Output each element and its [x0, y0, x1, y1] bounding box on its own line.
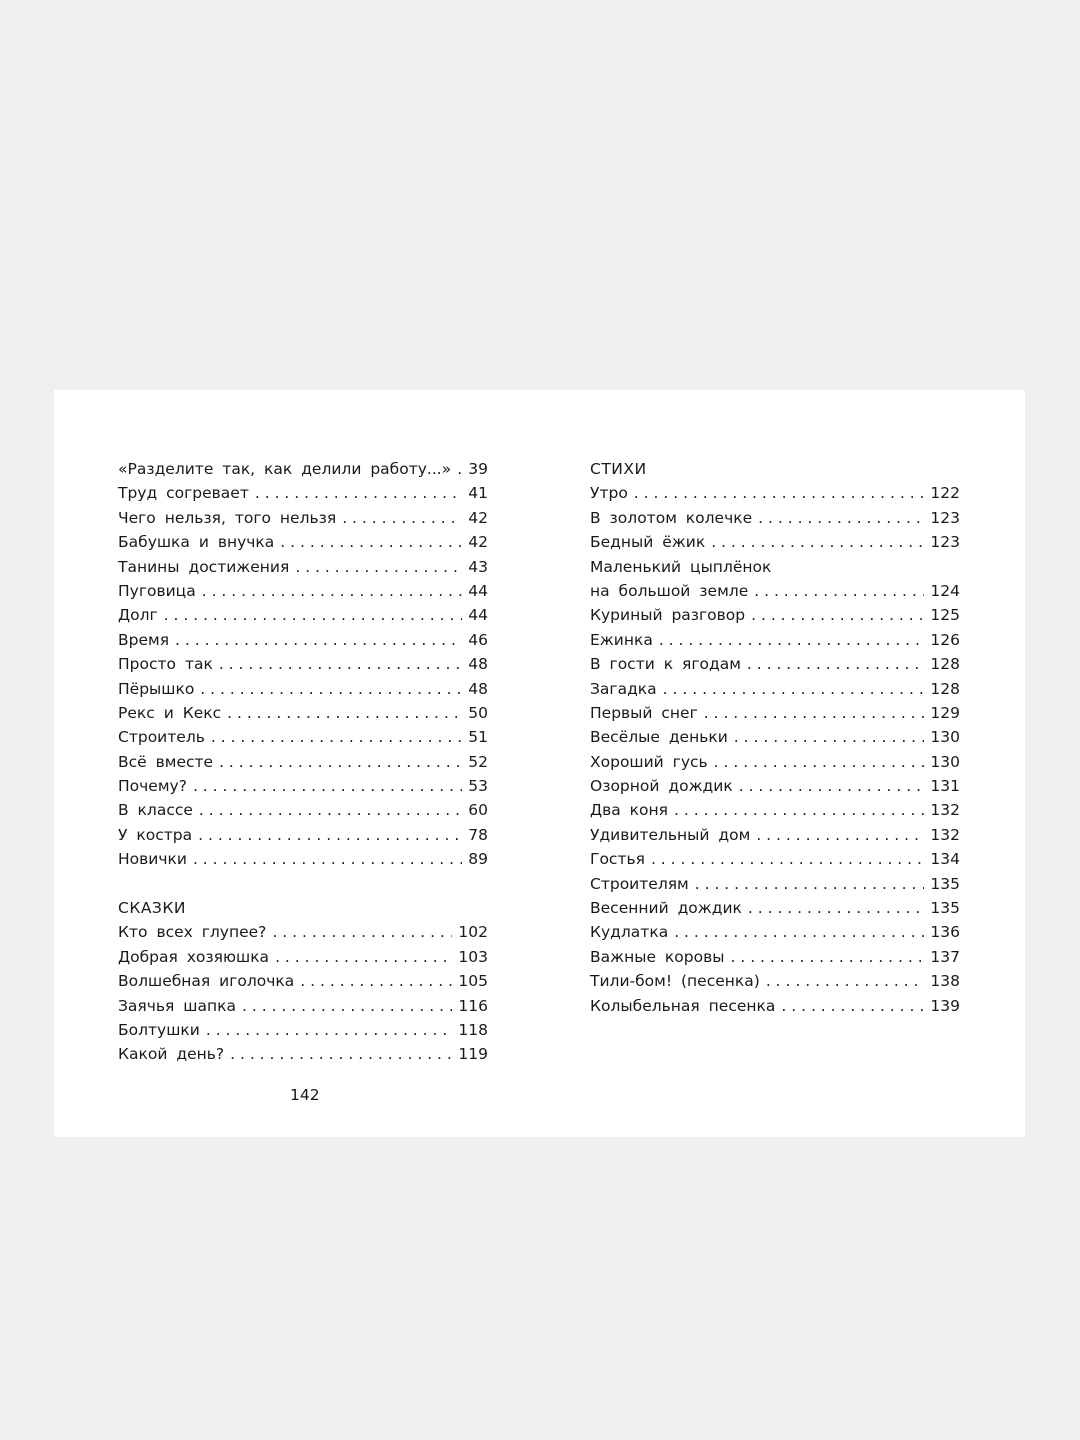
- toc-entry-title: Загадка: [590, 679, 657, 698]
- toc-dot-leader: [756, 823, 924, 847]
- toc-entry-page: 130: [930, 728, 960, 747]
- toc-entry: [590, 750, 960, 774]
- toc-entry: [118, 1018, 488, 1042]
- toc-dot-leader: [193, 774, 462, 798]
- toc-entry-title: на большой земле: [590, 581, 749, 600]
- toc-entry: [118, 945, 488, 969]
- toc-entry-page: 46: [468, 630, 488, 649]
- toc-entry: [118, 725, 488, 749]
- toc-dot-leader: [275, 945, 452, 969]
- toc-dot-leader: [739, 774, 925, 798]
- toc-dot-leader: [747, 652, 925, 676]
- toc-entry: [118, 579, 488, 603]
- toc-entry: [590, 530, 960, 554]
- toc-entry-title: Волшебная иголочка: [118, 972, 295, 991]
- toc-entry-title: Чего нельзя, того нельзя: [118, 508, 337, 527]
- toc-entry-title: Озорной дождик: [590, 777, 733, 796]
- toc-entry-page: 52: [468, 752, 488, 771]
- toc-entry-title: Бабушка и внучка: [118, 533, 275, 552]
- toc-entry-title: Важные коровы: [590, 947, 725, 966]
- toc-entry: [590, 896, 960, 920]
- toc-entry: [118, 1042, 488, 1066]
- toc-entry: [118, 823, 488, 847]
- toc-entry-title: Просто так: [118, 655, 213, 674]
- toc-dot-leader: [634, 481, 925, 505]
- toc-entry-page: 139: [930, 996, 960, 1015]
- toc-dot-leader: [704, 701, 925, 725]
- toc-entry-page: 136: [930, 923, 960, 942]
- toc-entry-page: 116: [458, 996, 488, 1015]
- toc-entry: [590, 506, 960, 530]
- toc-dot-leader: [659, 628, 925, 652]
- toc-entry-page: 48: [468, 679, 488, 698]
- toc-entry-title: У костра: [118, 825, 193, 844]
- toc-dot-leader: [255, 481, 462, 505]
- toc-entry-title: Утро: [590, 484, 628, 503]
- toc-entry-page: 135: [930, 899, 960, 918]
- toc-entry: [118, 920, 488, 944]
- toc-entry-page: 126: [930, 630, 960, 649]
- toc-entry-title: Два коня: [590, 801, 668, 820]
- toc-entry-title: Какой день?: [118, 1045, 225, 1064]
- toc-dot-leader: [211, 725, 462, 749]
- toc-entry-title: Долг: [118, 606, 158, 625]
- toc-entry-page: 130: [930, 752, 960, 771]
- toc-entry-page: 123: [930, 508, 960, 527]
- toc-entry: [590, 798, 960, 822]
- toc-dot-leader: [175, 628, 462, 652]
- toc-dot-leader: [280, 530, 462, 554]
- toc-entry-title: Пёрышко: [118, 679, 195, 698]
- toc-entry: [118, 628, 488, 652]
- toc-entry-page: 51: [468, 728, 488, 747]
- toc-dot-leader: [200, 677, 462, 701]
- toc-entry-page: 123: [930, 533, 960, 552]
- toc-entry-title: Тили-бом! (песенка): [590, 972, 760, 991]
- toc-entry-title: Время: [118, 630, 170, 649]
- toc-dot-leader: [164, 603, 463, 627]
- toc-entry-multiline-second: [590, 579, 960, 603]
- toc-list-right-a: [590, 481, 960, 554]
- toc-dot-leader: [663, 677, 925, 701]
- toc-entry-page: 129: [930, 703, 960, 722]
- toc-entry: [590, 969, 960, 993]
- toc-entry: [590, 652, 960, 676]
- toc-entry-title: Маленький цыплёнок: [590, 557, 772, 576]
- section-heading-stihi: СТИХИ: [590, 460, 647, 478]
- toc-entry-page: 42: [468, 533, 488, 552]
- toc-entry-title: Добрая хозяюшка: [118, 947, 270, 966]
- toc-entry-title: Кто всех глупее?: [118, 923, 267, 942]
- toc-entry: [590, 603, 960, 627]
- toc-entry-page: 105: [458, 972, 488, 991]
- toc-dot-leader: [227, 701, 462, 725]
- toc-entry-multiline-first: [590, 555, 960, 579]
- toc-entry: [118, 530, 488, 554]
- toc-dot-leader: [202, 579, 463, 603]
- toc-entry-page: 39: [468, 459, 488, 478]
- toc-entry: [118, 652, 488, 676]
- toc-dot-leader: [206, 1018, 453, 1042]
- toc-dot-leader: [695, 872, 925, 896]
- page-number: 142: [290, 1086, 320, 1104]
- toc-entry-page: 132: [930, 801, 960, 820]
- toc-entry-title: Танины достижения: [118, 557, 290, 576]
- toc-dot-leader: [748, 896, 925, 920]
- toc-entry: [590, 994, 960, 1018]
- toc-entry-page: 119: [458, 1045, 488, 1064]
- toc-entry: [590, 847, 960, 871]
- toc-entry: [590, 481, 960, 505]
- toc-entry: [118, 506, 488, 530]
- section-gap: [118, 872, 488, 896]
- toc-entry-title: Гостья: [590, 850, 645, 869]
- toc-dot-leader: [219, 750, 462, 774]
- toc-dot-leader: [754, 579, 924, 603]
- toc-dot-leader: [674, 920, 924, 944]
- toc-entry: [118, 847, 488, 871]
- toc-right-column: [590, 457, 960, 1018]
- toc-entry-title: Всё вместе: [118, 752, 214, 771]
- toc-entry-title: Новички: [118, 850, 187, 869]
- toc-entry: [590, 823, 960, 847]
- toc-entry-page: 78: [468, 825, 488, 844]
- toc-entry: [118, 750, 488, 774]
- toc-entry: [118, 677, 488, 701]
- toc-entry-title: Кудлатка: [590, 923, 669, 942]
- toc-entry-page: 128: [930, 679, 960, 698]
- toc-dot-leader: [734, 725, 925, 749]
- toc-entry-title: Рекс и Кекс: [118, 703, 222, 722]
- toc-entry-page: 43: [468, 557, 488, 576]
- toc-entry-title: В гости к ягодам: [590, 655, 741, 674]
- toc-entry: [590, 872, 960, 896]
- toc-entry-title: В золотом колечке: [590, 508, 753, 527]
- toc-entry-page: 135: [930, 874, 960, 893]
- toc-entry-title: Пуговица: [118, 581, 196, 600]
- toc-left-column: [118, 457, 488, 1067]
- toc-entry: [590, 945, 960, 969]
- toc-entry: [590, 725, 960, 749]
- toc-entry: [118, 969, 488, 993]
- toc-list-right-b: [590, 603, 960, 1018]
- toc-dot-leader: [272, 920, 452, 944]
- toc-entry-page: 132: [930, 825, 960, 844]
- toc-entry-page: 60: [468, 801, 488, 820]
- toc-dot-leader: [198, 823, 462, 847]
- toc-dot-leader: [714, 750, 925, 774]
- toc-entry-title: Почему?: [118, 777, 187, 796]
- toc-entry-title: Удивительный дом: [590, 825, 751, 844]
- toc-dot-leader: [751, 603, 924, 627]
- toc-entry-title: Весёлые деньки: [590, 728, 728, 747]
- toc-entry-page: 124: [930, 581, 960, 600]
- toc-entry-title: Бедный ёжик: [590, 533, 706, 552]
- toc-entry-title: Весенний дождик: [590, 899, 742, 918]
- toc-dot-leader: [295, 555, 462, 579]
- toc-dot-leader: [781, 994, 924, 1018]
- toc-entry-page: 50: [468, 703, 488, 722]
- toc-dot-leader: [711, 530, 924, 554]
- toc-list-left-top: [118, 457, 488, 872]
- toc-list-left-section: [118, 920, 488, 1066]
- toc-entry-page: 134: [930, 850, 960, 869]
- toc-entry: [118, 481, 488, 505]
- toc-entry: [590, 701, 960, 725]
- toc-dot-leader: [230, 1042, 452, 1066]
- toc-entry-page: 44: [468, 581, 488, 600]
- toc-entry-title: Первый снег: [590, 703, 698, 722]
- section-heading-skazki: СКАЗКИ: [118, 899, 186, 918]
- toc-dot-leader: [766, 969, 925, 993]
- toc-entry-page: 122: [930, 484, 960, 503]
- toc-dot-leader: [242, 994, 452, 1018]
- toc-entry-title: Колыбельная песенка: [590, 996, 776, 1015]
- toc-dot-leader: [758, 506, 924, 530]
- toc-entry-page: 41: [468, 484, 488, 503]
- toc-entry: [118, 798, 488, 822]
- toc-entry-title: Строитель: [118, 728, 205, 747]
- toc-entry: [118, 457, 488, 481]
- toc-entry-page: 103: [458, 947, 488, 966]
- toc-entry: [590, 628, 960, 652]
- toc-dot-leader: [199, 798, 462, 822]
- toc-entry: [118, 994, 488, 1018]
- toc-dot-leader: [457, 457, 462, 481]
- toc-entry: [118, 555, 488, 579]
- toc-entry-title: Строителям: [590, 874, 689, 893]
- toc-entry-title: Труд согревает: [118, 484, 249, 503]
- toc-dot-leader: [219, 652, 462, 676]
- toc-entry-page: 89: [468, 850, 488, 869]
- toc-entry-title: Ежинка: [590, 630, 653, 649]
- toc-entry-page: 137: [930, 947, 960, 966]
- toc-dot-leader: [193, 847, 462, 871]
- toc-entry-title: В классе: [118, 801, 193, 820]
- toc-entry: [118, 603, 488, 627]
- toc-entry-page: 44: [468, 606, 488, 625]
- toc-entry-page: 125: [930, 606, 960, 625]
- toc-entry: [590, 774, 960, 798]
- toc-entry-page: 128: [930, 655, 960, 674]
- toc-entry-page: 118: [458, 1020, 488, 1039]
- toc-dot-leader: [651, 847, 924, 871]
- toc-dot-leader: [300, 969, 452, 993]
- toc-entry-title: Болтушки: [118, 1020, 200, 1039]
- toc-entry-title: Куриный разговор: [590, 606, 746, 625]
- toc-entry: [590, 920, 960, 944]
- toc-entry-title: Заячья шапка: [118, 996, 236, 1015]
- toc-entry-page: 42: [468, 508, 488, 527]
- toc-entry-page: 102: [458, 923, 488, 942]
- toc-dot-leader: [674, 798, 924, 822]
- toc-entry-page: 131: [930, 777, 960, 796]
- toc-entry-page: 53: [468, 777, 488, 796]
- toc-dot-leader: [342, 506, 462, 530]
- toc-entry-page: 48: [468, 655, 488, 674]
- toc-entry: [118, 774, 488, 798]
- toc-entry-page: 138: [930, 972, 960, 991]
- toc-entry: [590, 677, 960, 701]
- toc-entry-title: «Разделите так, как делили работу...»: [118, 459, 452, 478]
- toc-entry: [118, 701, 488, 725]
- toc-dot-leader: [730, 945, 924, 969]
- toc-entry-title: Хороший гусь: [590, 752, 708, 771]
